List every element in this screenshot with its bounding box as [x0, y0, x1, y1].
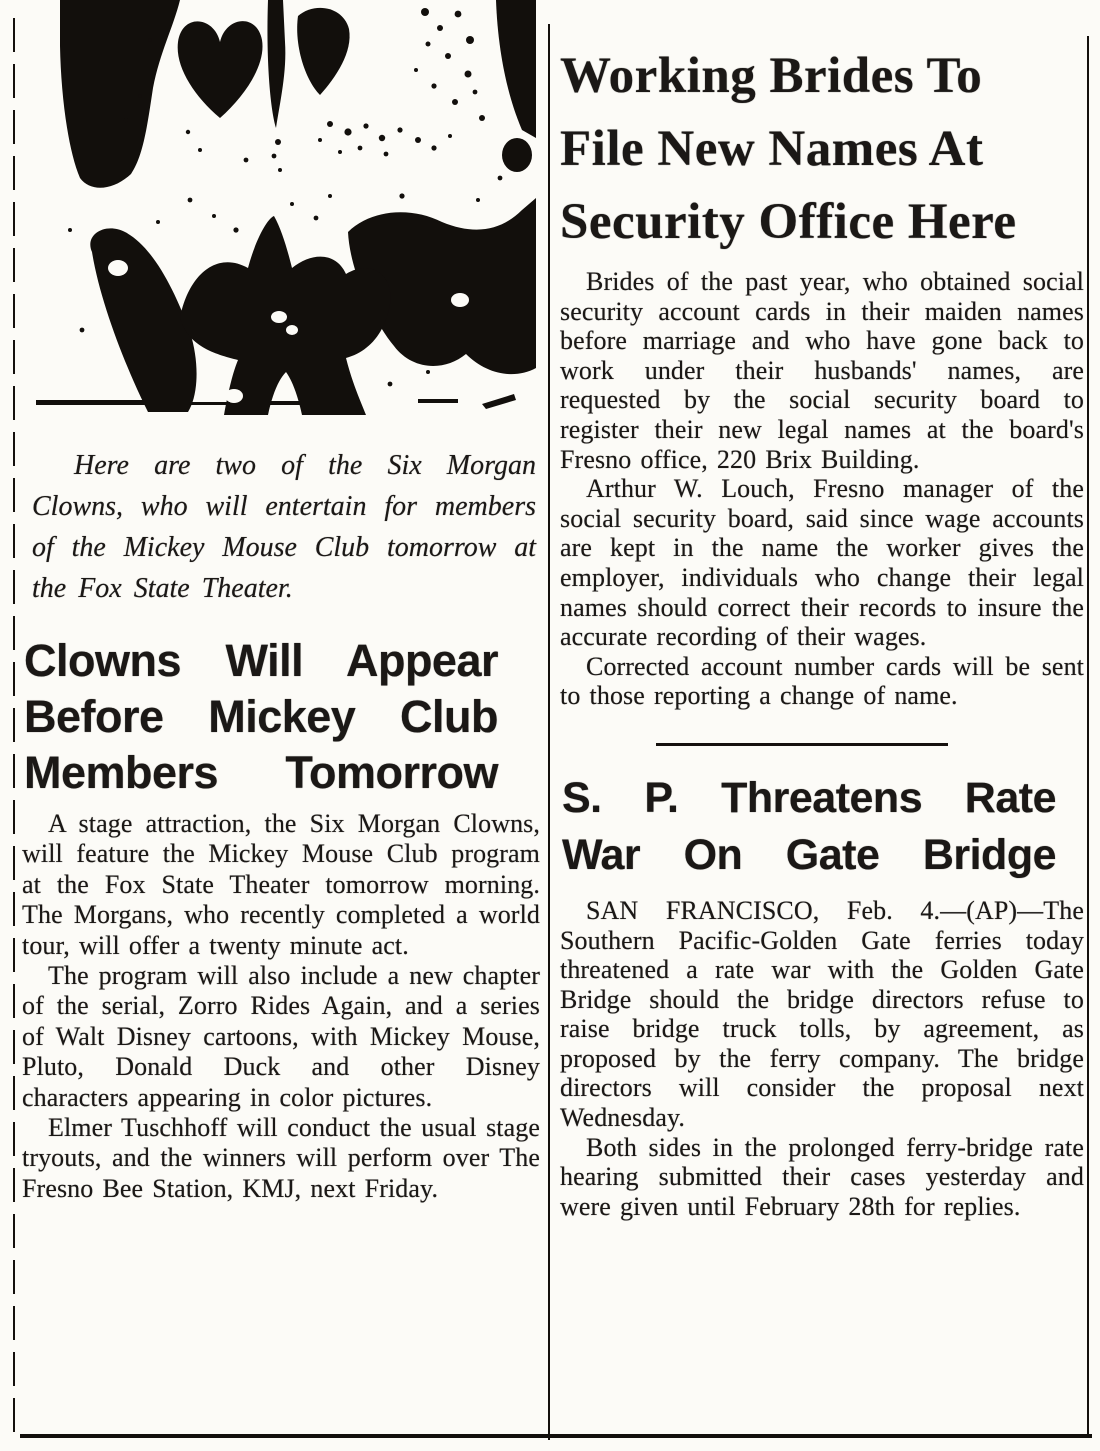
headline-sp-line2: War On Gate Bridge	[562, 830, 1056, 879]
headline-working-brides	[560, 40, 1084, 259]
article-sp-body	[560, 896, 1084, 1222]
headline-sp-line1: S. P. Threatens Rate	[562, 773, 1056, 822]
bottom-rule	[20, 1434, 1092, 1438]
headline-clowns-line2: Before Mickey Club	[24, 691, 498, 742]
paragraph-with-dateline	[560, 896, 1084, 1133]
headline-sp-rate-war	[562, 770, 1056, 884]
right-page-rule	[1087, 36, 1089, 1436]
dateline: SAN FRANCISCO, Feb. 4.—(AP)—	[586, 895, 1044, 925]
paragraph: Elmer Tuschhoff will conduct the usual stage tryouts, and the winners will perform over The Fresno Bee Station, KMJ, next Friday.	[22, 1113, 540, 1203]
right-column	[560, 26, 1084, 1221]
paragraph: The program will also include a new chapter of the serial, Zorro Rides Again, and a series of Walt Disney cartoons, with Mickey Mouse, Pluto, Donald Duck and other Disney characters appearing in color pictures.	[22, 961, 540, 1112]
headline-clowns-line1: Clowns Will Appear	[24, 635, 498, 686]
paragraph: A stage attraction, the Six Morgan Clowns, will feature the Mickey Mouse Club program at the Fox State Theater tomorrow morning. The Morgans, who recently completed a world tour, will offer a twenty minute act.	[22, 809, 540, 960]
paragraph: Arthur W. Louch, Fresno manager of the social security board, said since wage accounts are kept in the name the worker gives the employer, individuals who change their legal names should correct their records to insure the accurate recording of their wages.	[560, 474, 1084, 652]
article-clowns-body	[22, 809, 540, 1204]
left-column	[22, 0, 540, 1204]
paragraph: Both sides in the prolonged ferry-bridge rate hearing submitted their cases yesterday and were given until February 28th for replies.	[560, 1132, 1084, 1221]
column-divider-rule	[548, 24, 550, 1440]
headline-brides-line1: Working Brides To	[560, 48, 983, 104]
paragraph-text: The Southern Pacific-Golden Gate ferries today threatened a rate war with the Golden Gate Bridge should the bridge directors refuse to raise bridge truck tolls, by agreement, as proposed by the ferry company. The bridge directors will consider the proposal next Wednesday.	[560, 895, 1084, 1133]
left-page-rule	[13, 18, 15, 1440]
article-divider-rule	[656, 743, 948, 746]
article-brides-body	[560, 267, 1084, 711]
photo-caption: Here are two of the Six Morgan Clowns, who will entertain for members of the Mickey Mouse Club tomorrow at the Fox State Theater.	[32, 450, 536, 604]
paragraph: Brides of the past year, who obtained social security account cards in their maiden names before marriage and who have gone back to work under their husbands' names, are requested by the social security board to register their new legal names at the board's Fresno office, 220 Brix Building.	[560, 267, 1084, 474]
headline-brides-line2: File New Names At	[560, 121, 984, 177]
headline-brides-line3: Security Office Here	[560, 194, 1017, 250]
paragraph: Corrected account number cards will be sent to those reporting a change of name.	[560, 651, 1084, 711]
headline-clowns-line3: Members Tomorrow	[24, 747, 498, 798]
headline-clowns	[24, 633, 498, 801]
clowns-halftone-photo	[30, 0, 536, 415]
